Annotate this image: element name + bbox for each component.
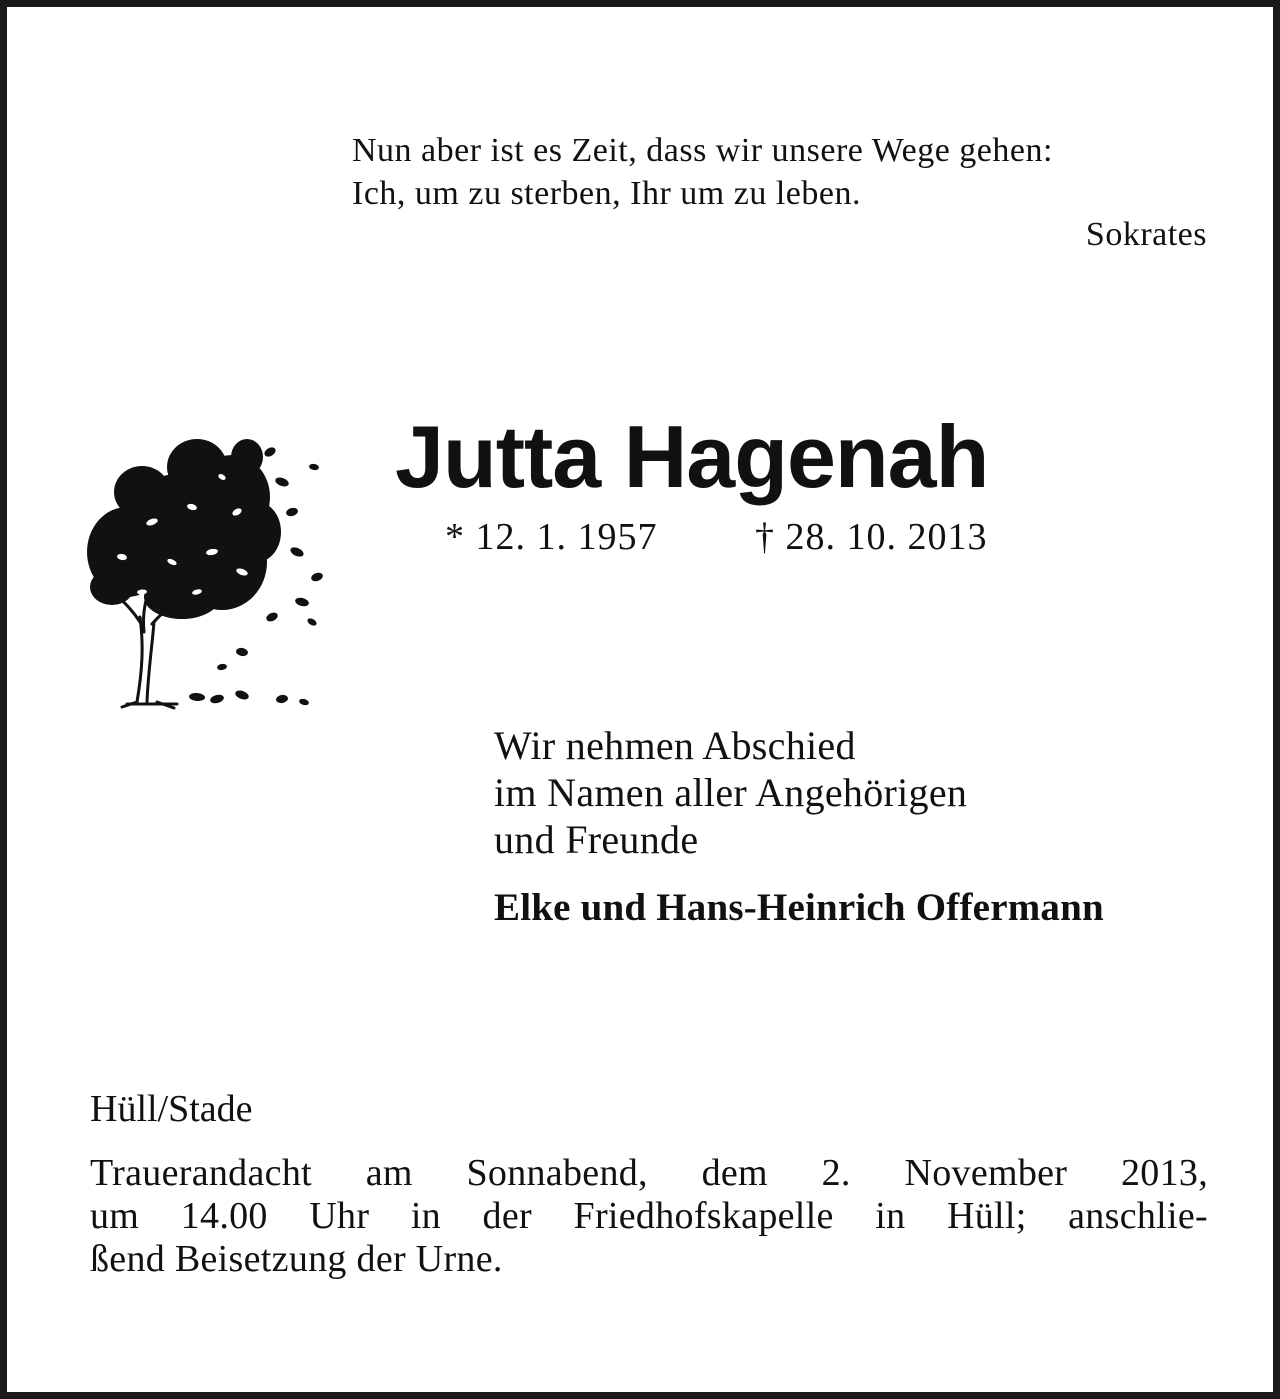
quote-author: Sokrates	[1085, 216, 1207, 253]
quote-line-1: Nun aber ist es Zeit, dass wir unsere Wege gehen:	[352, 132, 1053, 169]
quote-line-2: Ich, um zu sterben, Ihr um zu leben.	[352, 175, 861, 212]
farewell-text	[494, 722, 967, 863]
epigraph-quote	[352, 129, 1207, 256]
place-name: Hüll/Stade	[90, 1088, 253, 1130]
farewell-line-1: Wir nehmen Abschied	[494, 723, 856, 768]
mourners-names: Elke und Hans-Heinrich Offermann	[494, 886, 1104, 929]
death-date: † 28. 10. 2013	[755, 516, 988, 558]
deceased-name: Jutta Hagenah	[395, 407, 989, 506]
service-line-3: ßend Beisetzung der Urne.	[90, 1238, 503, 1280]
birth-date: * 12. 1. 1957	[445, 516, 658, 558]
farewell-line-3: und Freunde	[494, 817, 699, 862]
service-line-1: Trauerandacht am Sonnabend, dem 2. November 2013,	[90, 1152, 1208, 1194]
service-line-2: um 14.00 Uhr in der Friedhofskapelle in Hüll; anschlie-	[90, 1195, 1208, 1237]
funeral-service-info	[90, 1152, 1208, 1281]
farewell-line-2: im Namen aller Angehörigen	[494, 770, 968, 815]
windblown-tree-icon	[82, 412, 332, 712]
